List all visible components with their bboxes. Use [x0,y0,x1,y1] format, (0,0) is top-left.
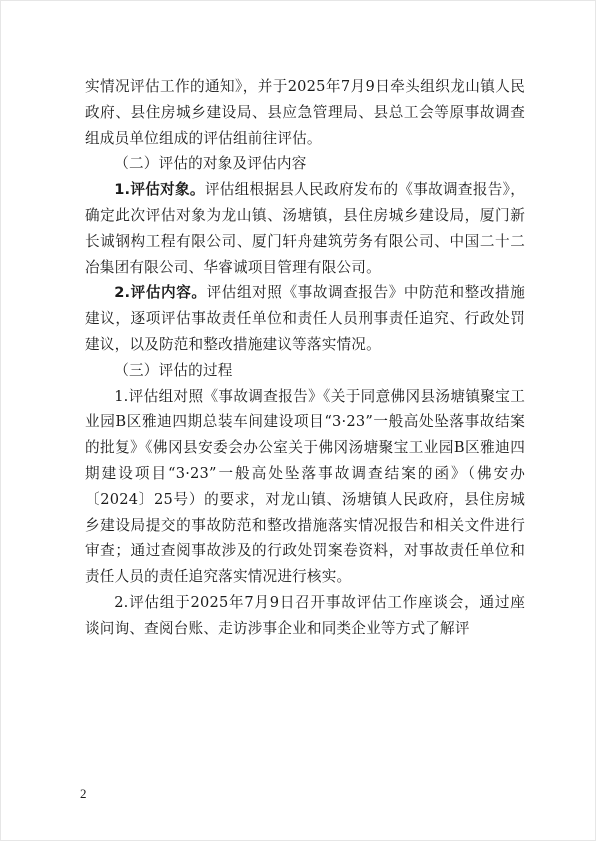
paragraph-lead: 1.评估对象。 [114,181,205,199]
section-heading-3 [85,358,525,384]
paragraph-text: 评估组根据县人民政府发布的《事故调查报告》，确定此次评估对象为龙山镇、汤塘镇，县住房城乡建设局，厦门新长诚钢构工程有限公司、厦门轩舟建筑劳务有限公司、中国二十二冶集团有限公司、华睿诚项目管理有限公司。 [85,181,525,276]
paragraph-process-2 [85,590,525,642]
paragraph-process-1 [85,384,525,590]
section-heading-2 [85,151,525,177]
paragraph-text: 2.评估组于2025年7月9日召开事故评估工作座谈会，通过座谈问询、查阅台账、走访涉事企业和同类企业等方式了解评 [85,593,525,637]
paragraph-evaluation-object [85,177,525,280]
paragraph-continuation [85,74,525,151]
paragraph-text: 实情况评估工作的通知》，并于2025年7月9日牵头组织龙山镇人民政府、县住房城乡建设局、县应急管理局、县总工会等原事故调查组成员单位组成的评估组前往评估。 [85,78,525,147]
section-heading-text: （二）评估的对象及评估内容 [114,155,307,173]
paragraph-text: 1.评估组对照《事故调查报告》《关于同意佛冈县汤塘镇聚宝工业园B区雅迪四期总装车间建设项目“3·23”一般高处坠落事故结案的批复》《佛冈县安委会办公室关于佛冈汤塘聚宝工业园B区雅迪四期建设项目“3·23”一般高处坠落事故调查结案的函》（佛安办〔2024〕25号）的要求，对龙山镇、汤塘镇人民政府，县住房城乡建设局提交的事故防范和整改措施落实情况报告和相关文件进行审查；通过查阅事故涉及的行政处罚案卷资料，对事故责任单位和责任人员的责任追究落实情况进行核实。 [85,387,525,586]
paragraph-lead: 2.评估内容。 [114,284,207,302]
section-heading-text: （三）评估的过程 [114,361,233,379]
paragraph-evaluation-content [85,280,525,357]
paragraph-text: 评估组对照《事故调查报告》中防范和整改措施建议，逐项评估事故责任单位和责任人员刑事责任追究、行政处罚建议，以及防范和整改措施建议等落实情况。 [85,284,525,353]
page-number: 2 [80,786,87,801]
document-body [85,74,525,642]
